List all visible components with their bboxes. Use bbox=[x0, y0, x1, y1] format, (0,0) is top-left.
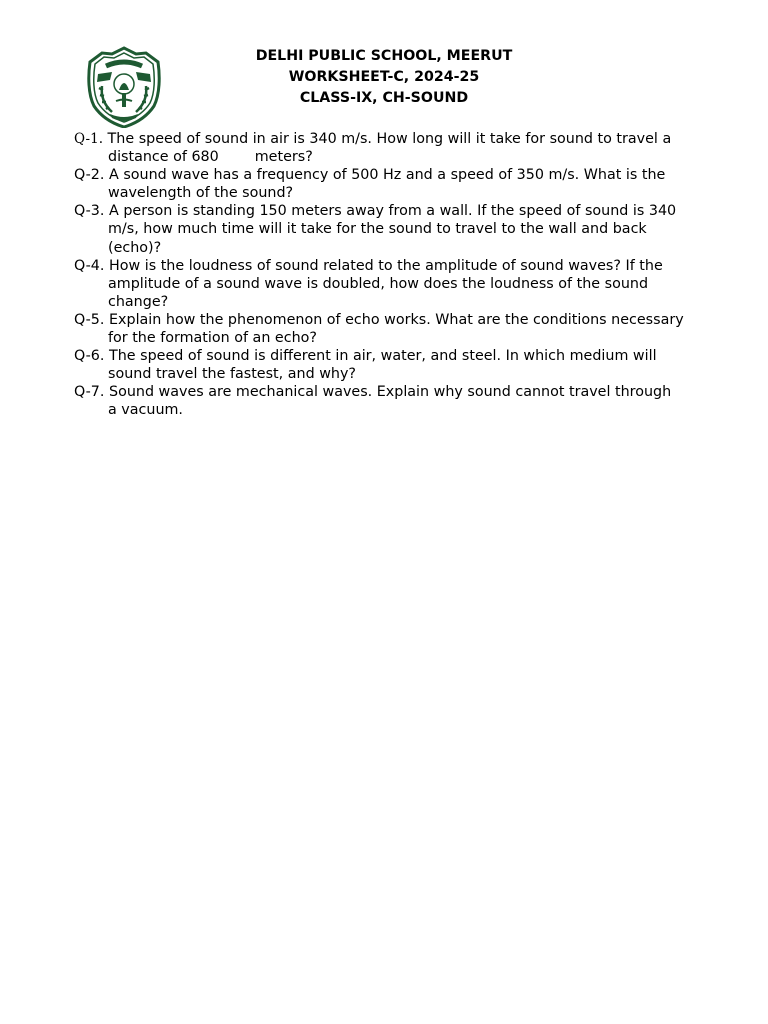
question-text: Sound waves are mechanical waves. Explain why sound cannot travel through a vacuum. bbox=[104, 384, 672, 419]
question-list bbox=[74, 130, 684, 420]
question-number: Q-3. bbox=[74, 203, 105, 220]
question-number: Q-1. bbox=[74, 131, 104, 147]
worksheet-title: WORKSHEET-C, 2024-25 bbox=[288, 69, 480, 85]
question-number: Q-6. bbox=[74, 348, 105, 365]
question-5 bbox=[74, 311, 684, 347]
question-text: A sound wave has a frequency of 500 Hz and a speed of 350 m/s. What is the wavelength of the sound? bbox=[104, 167, 666, 202]
question-3 bbox=[74, 202, 684, 256]
question-text: A person is standing 150 meters away from a wall. If the speed of sound is 340 m/s, how much time will it take for the sound to travel to the wall and back (echo)? bbox=[104, 203, 677, 256]
question-text: The speed of sound is different in air, water, and steel. In which medium will sound travel the fastest, and why? bbox=[104, 348, 657, 383]
question-number: Q-2. bbox=[74, 167, 105, 184]
question-1 bbox=[74, 130, 684, 166]
question-text: How is the loudness of sound related to the amplitude of sound waves? If the amplitude of a sound wave is doubled, how does the loudness of the sound change? bbox=[104, 257, 663, 310]
school-name: DELHI PUBLIC SCHOOL, MEERUT bbox=[255, 48, 513, 64]
question-2 bbox=[74, 166, 684, 202]
question-6 bbox=[74, 347, 684, 383]
question-text: Explain how the phenomenon of echo works. What are the conditions necessary for the formation of an echo? bbox=[104, 311, 684, 347]
class-chapter: CLASS-IX, CH-SOUND bbox=[299, 90, 469, 106]
question-4 bbox=[74, 257, 684, 311]
question-text: The speed of sound in air is 340 m/s. How long will it take for sound to travel a distance of 680 bbox=[103, 131, 672, 166]
question-number: Q-5. bbox=[74, 311, 105, 328]
question-text-end: meters? bbox=[254, 149, 313, 166]
question-number: Q-7. bbox=[74, 384, 105, 401]
question-7 bbox=[74, 383, 684, 419]
question-number: Q-4. bbox=[74, 257, 105, 274]
worksheet-header bbox=[170, 46, 598, 109]
school-crest-icon bbox=[86, 46, 162, 128]
